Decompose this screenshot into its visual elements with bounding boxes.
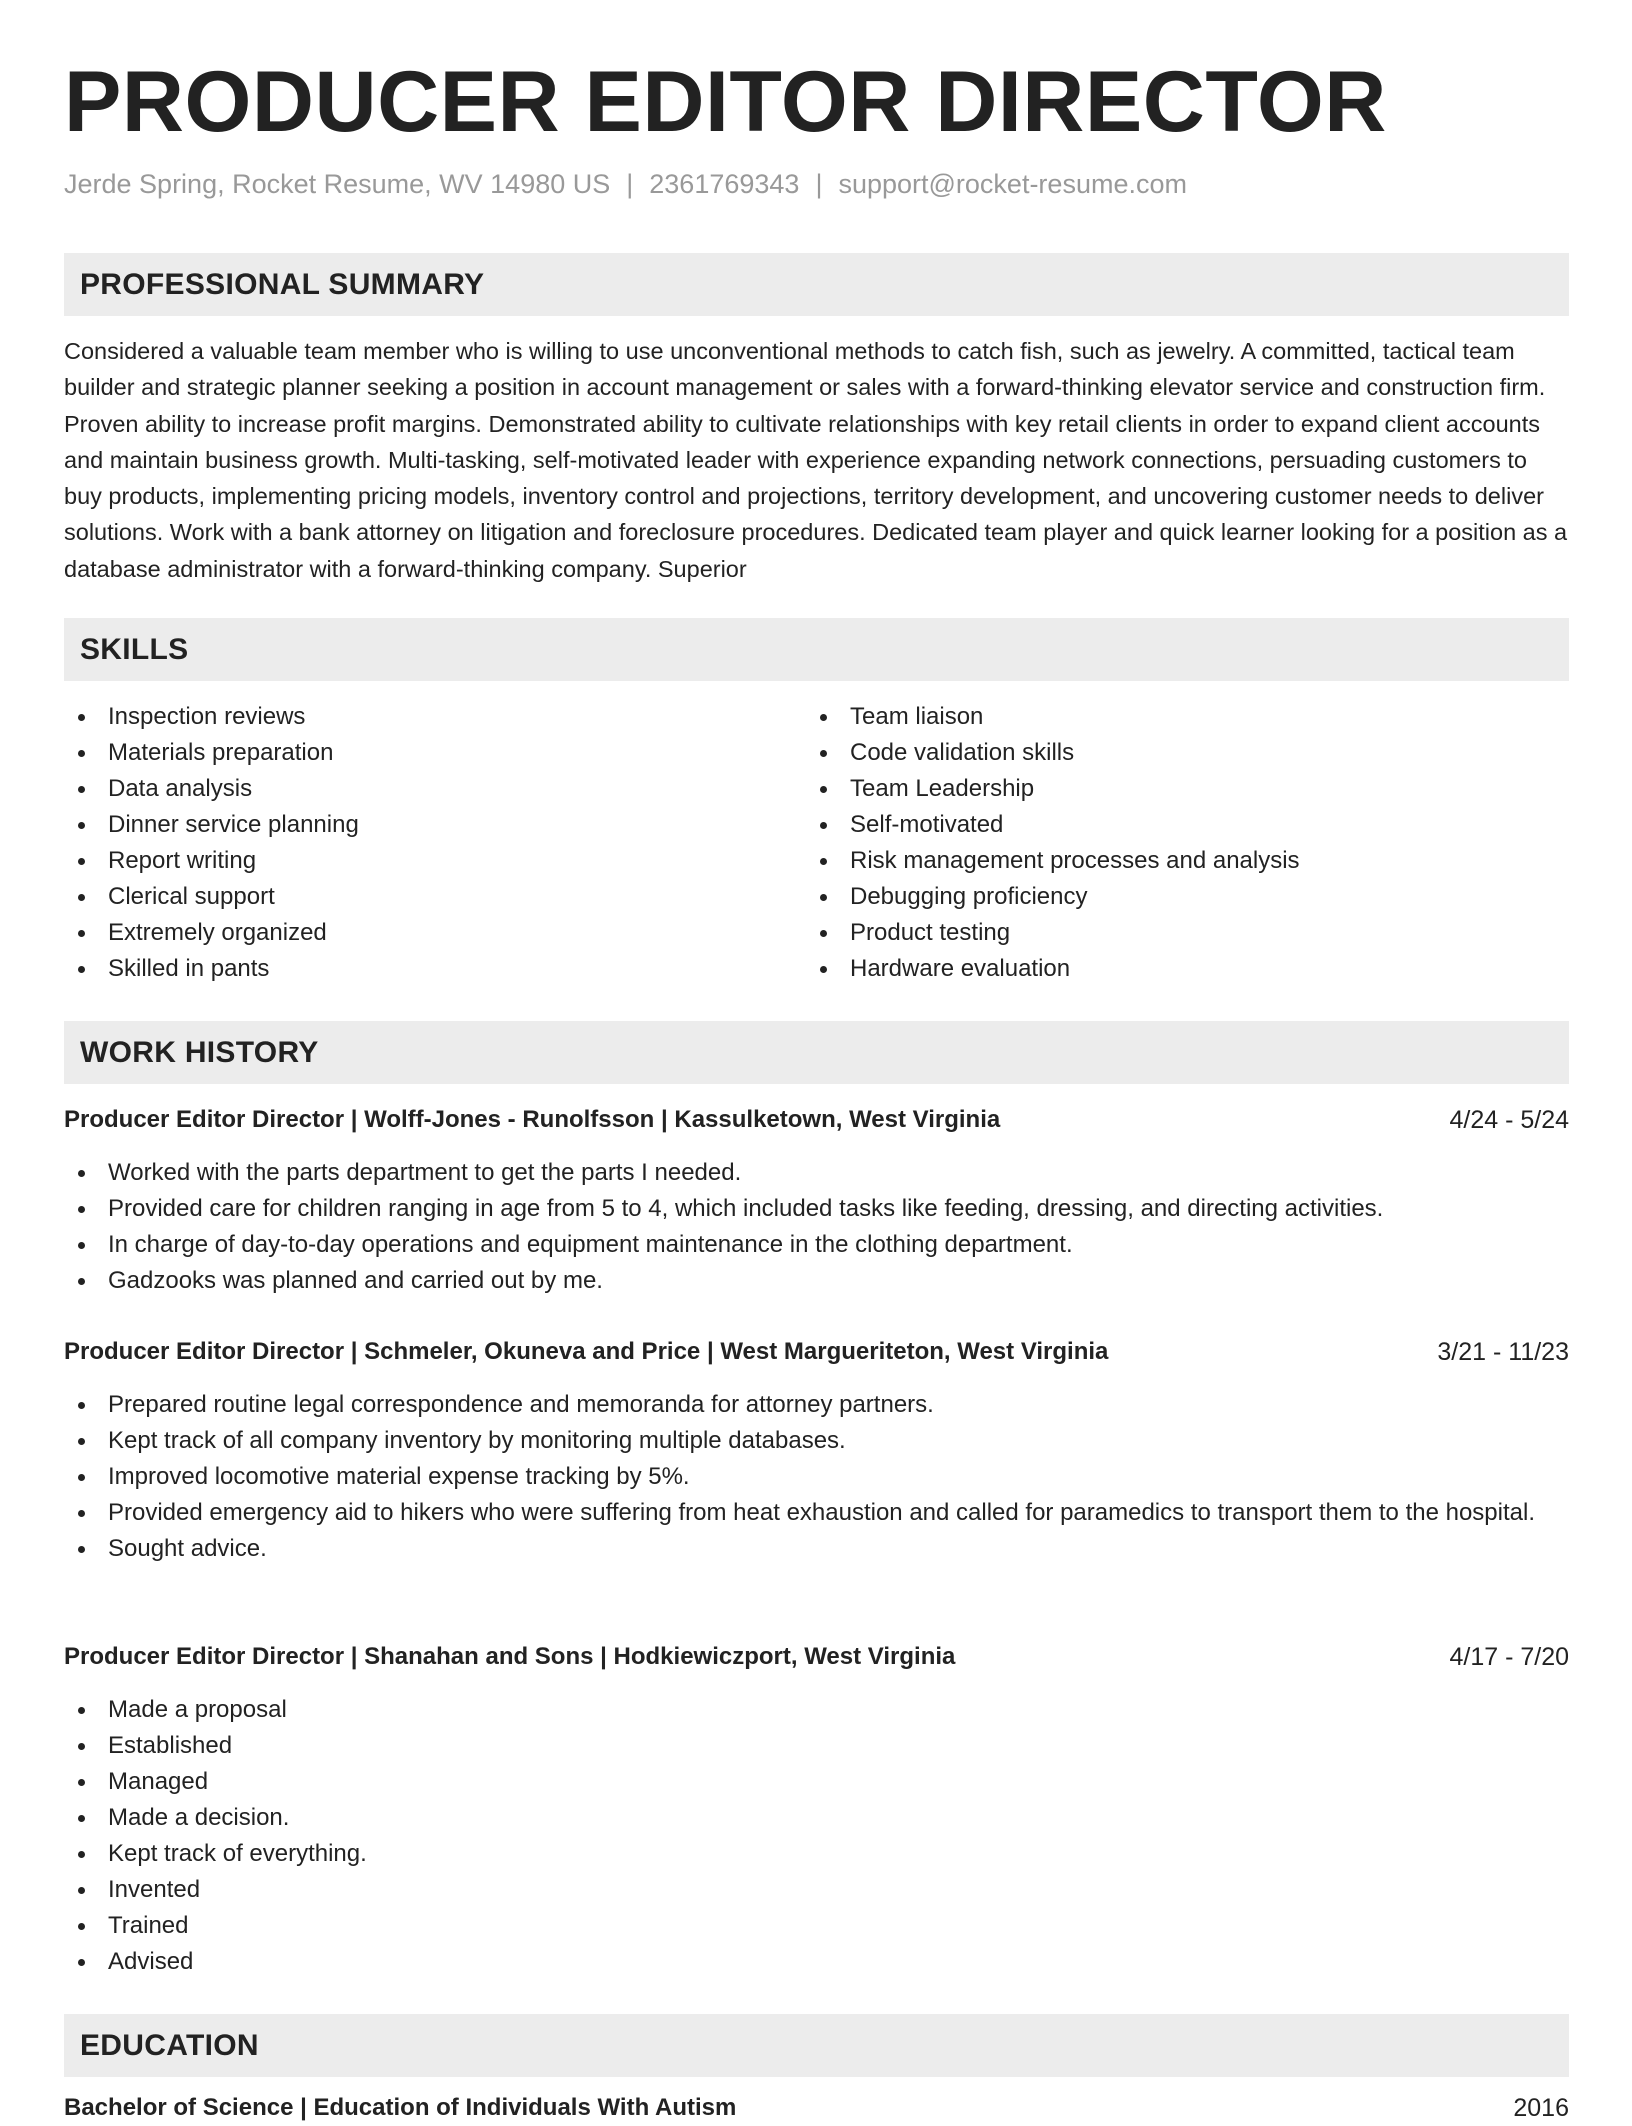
resume-name: PRODUCER EDITOR DIRECTOR xyxy=(64,54,1387,150)
contact-separator: | xyxy=(626,169,634,199)
skill-item: Team liaison xyxy=(806,699,1526,735)
job-bullet: Provided care for children ranging in age from 5 to 4, which included tasks like feeding, dressing, and directing activities. xyxy=(64,1191,1569,1227)
job-bullet-list xyxy=(64,1155,1569,1299)
job-title: Producer Editor Director | Shanahan and Sons | Hodkiewiczport, West Virginia xyxy=(64,1643,956,1670)
skill-item: Extremely organized xyxy=(64,915,784,951)
job-bullet: Sought advice. xyxy=(64,1531,1569,1567)
contact-separator: | xyxy=(815,169,823,199)
job-bullet: Made a decision. xyxy=(64,1800,1569,1836)
job-bullet: Kept track of all company inventory by monitoring multiple databases. xyxy=(64,1423,1569,1459)
skill-item: Hardware evaluation xyxy=(806,951,1526,987)
contact-address: Jerde Spring, Rocket Resume, WV 14980 US xyxy=(64,169,611,199)
job-bullet: Established xyxy=(64,1728,1569,1764)
skill-item: Code validation skills xyxy=(806,735,1526,771)
job-bullet-list xyxy=(64,1692,1569,1980)
skills-list-left xyxy=(64,699,784,987)
skill-item: Risk management processes and analysis xyxy=(806,843,1526,879)
job-bullet: Gadzooks was planned and carried out by me. xyxy=(64,1263,1569,1299)
skill-item: Product testing xyxy=(806,915,1526,951)
job-bullet: Kept track of everything. xyxy=(64,1836,1569,1872)
skill-item: Self-motivated xyxy=(806,807,1526,843)
skill-item: Clerical support xyxy=(64,879,784,915)
job-dates: 4/24 - 5/24 xyxy=(1449,1106,1569,1134)
contact-email: support@rocket-resume.com xyxy=(838,169,1187,199)
job-title: Producer Editor Director | Wolff-Jones - Runolfsson | Kassulketown, West Virginia xyxy=(64,1106,1001,1133)
skill-item: Team Leadership xyxy=(806,771,1526,807)
section-heading-summary: PROFESSIONAL SUMMARY xyxy=(64,253,1569,316)
job-bullet-list xyxy=(64,1387,1569,1567)
contact-line xyxy=(64,166,1187,202)
education-degree: Bachelor of Science | Education of Individuals With Autism xyxy=(64,2094,737,2121)
summary-text: Considered a valuable team member who is willing to use unconventional methods to catch fish, such as jewelry. A committed, tactical team builder and strategic planner seeking a position in account management or sales with a forward-thinking elevator service and construction firm. Proven ability to increase profit margins. Demonstrated ability to cultivate relationships with key retail clients in order to expand client accounts and maintain business growth. Multi-tasking, self-motivated leader with experience expanding network connections, persuading customers to buy products, implementing pricing models, inventory control and projections, territory development, and uncovering customer needs to deliver solutions. Work with a bank attorney on litigation and foreclosure procedures. Dedicated team player and quick learner looking for a position as a database administrator with a forward-thinking company. Superior xyxy=(64,338,1568,582)
job-title: Producer Editor Director | Schmeler, Okuneva and Price | West Margueriteton, West Virginia xyxy=(64,1338,1109,1365)
job-bullet: In charge of day-to-day operations and equipment maintenance in the clothing department. xyxy=(64,1227,1569,1263)
skill-item: Data analysis xyxy=(64,771,784,807)
contact-phone: 2361769343 xyxy=(649,169,800,199)
job-dates: 3/21 - 11/23 xyxy=(1437,1338,1569,1366)
skill-item: Materials preparation xyxy=(64,735,784,771)
section-heading-education: EDUCATION xyxy=(64,2014,1569,2077)
skill-item: Report writing xyxy=(64,843,784,879)
job-dates: 4/17 - 7/20 xyxy=(1449,1643,1569,1671)
job-bullet: Trained xyxy=(64,1908,1569,1944)
job-bullet: Provided emergency aid to hikers who were suffering from heat exhaustion and called for paramedics to transport them to the hospital. xyxy=(64,1495,1569,1531)
section-heading-skills: SKILLS xyxy=(64,618,1569,681)
job-bullet: Advised xyxy=(64,1944,1569,1980)
job-bullet: Invented xyxy=(64,1872,1569,1908)
skill-item: Skilled in pants xyxy=(64,951,784,987)
skill-item: Dinner service planning xyxy=(64,807,784,843)
skills-list-right xyxy=(806,699,1526,987)
skill-item: Inspection reviews xyxy=(64,699,784,735)
job-bullet: Prepared routine legal correspondence and memoranda for attorney partners. xyxy=(64,1387,1569,1423)
job-bullet: Improved locomotive material expense tracking by 5%. xyxy=(64,1459,1569,1495)
education-year: 2016 xyxy=(1513,2094,1569,2122)
job-bullet: Worked with the parts department to get the parts I needed. xyxy=(64,1155,1569,1191)
job-bullet: Made a proposal xyxy=(64,1692,1569,1728)
skill-item: Debugging proficiency xyxy=(806,879,1526,915)
job-bullet: Managed xyxy=(64,1764,1569,1800)
section-heading-work-history: WORK HISTORY xyxy=(64,1021,1569,1084)
